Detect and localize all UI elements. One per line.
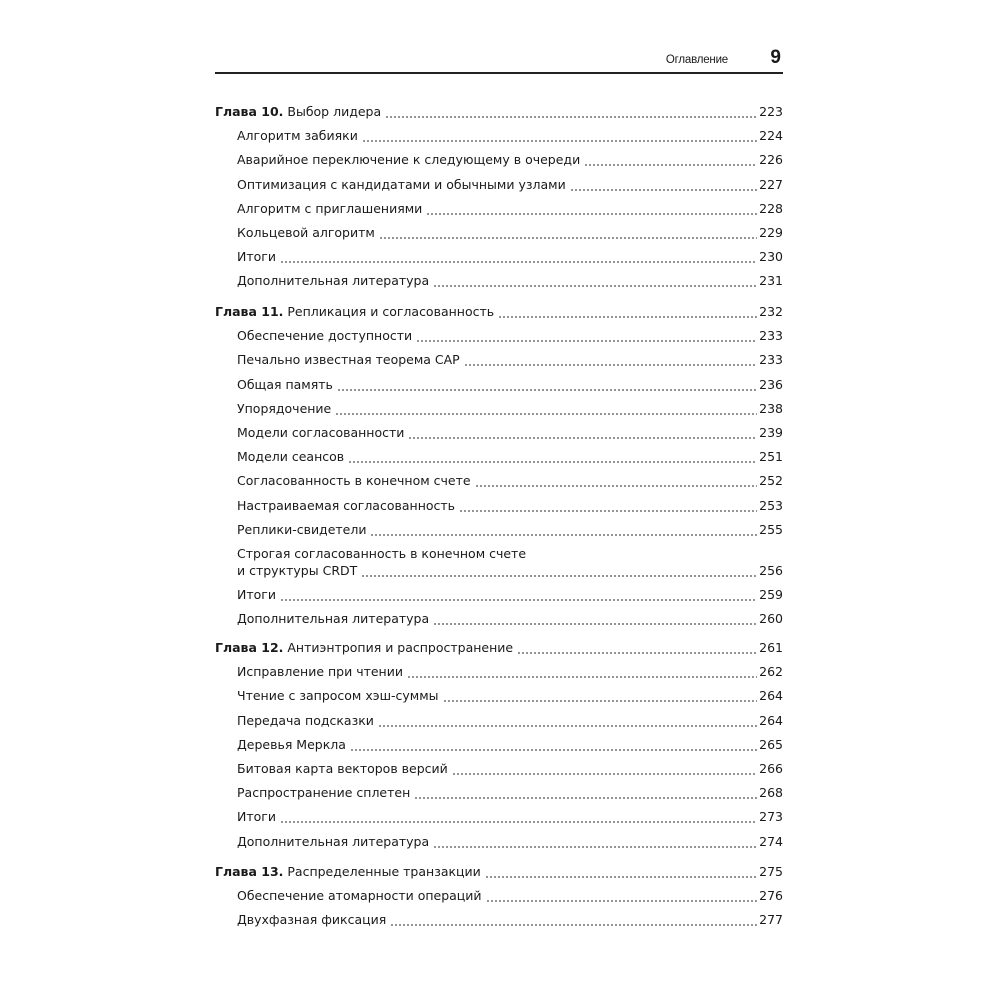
dot-leader (517, 640, 757, 656)
dot-leader (443, 688, 757, 704)
section-title: Чтение с запросом хэш-суммы (237, 688, 439, 704)
entry-title (237, 834, 431, 850)
entry-title (215, 304, 496, 320)
entry-page-number: 256 (759, 563, 783, 578)
entry-title (237, 328, 414, 344)
dot-leader (280, 587, 757, 603)
section-entry (237, 128, 783, 144)
chapter-label: Глава 11. (215, 304, 284, 319)
entry-page-number: 264 (759, 712, 783, 728)
section-title: Настраиваемая согласованность (237, 497, 456, 513)
section-entry (237, 761, 783, 777)
entry-page-number: 260 (759, 611, 783, 627)
dot-leader (475, 473, 757, 489)
section-entry (237, 737, 783, 753)
chapter-entry (215, 304, 783, 320)
section-entry (237, 273, 783, 289)
section-title: Дополнительная литература (237, 273, 430, 289)
chapter-label: Глава 10. (215, 104, 284, 119)
section-entry (237, 201, 783, 217)
entry-title (215, 104, 383, 120)
section-title: Битовая карта векторов версий (237, 761, 448, 776)
entry-page-number: 274 (759, 833, 783, 849)
entry-page-number: 255 (759, 521, 783, 537)
section-entry (237, 834, 783, 850)
section-title: Оптимизация с кандидатами и обычными узлами (237, 176, 566, 192)
section-title: Обеспечение атомарности операций (237, 888, 482, 904)
dot-leader (350, 737, 757, 753)
section-title: Итоги (237, 809, 276, 825)
section-title: Обеспечение доступности (237, 328, 413, 344)
entry-page-number: 262 (759, 664, 783, 680)
section-title: Кольцевой алгоритм (237, 225, 375, 240)
chapter-label: Глава 12. (215, 640, 284, 655)
section-entry (237, 177, 783, 193)
section-title: Алгоритм с приглашениями (237, 200, 423, 216)
entry-title (237, 888, 484, 904)
dot-leader (337, 377, 757, 393)
dot-leader (414, 785, 757, 801)
section-entry (237, 713, 783, 729)
chapter-title: Выбор лидера (283, 104, 382, 119)
dot-leader (433, 273, 757, 289)
entry-title (237, 152, 582, 168)
entry-title (237, 737, 348, 753)
entry-page-number: 232 (759, 304, 783, 319)
dot-leader (584, 152, 757, 168)
dot-leader (385, 104, 757, 120)
chapter-label: Глава 13. (215, 864, 284, 879)
entry-title (215, 864, 483, 880)
entry-title (237, 449, 346, 465)
section-title: Модели согласованности (237, 425, 405, 440)
entry-title (237, 225, 377, 241)
entry-page-number: 231 (759, 273, 783, 289)
entry-page-number: 264 (759, 688, 783, 704)
entry-page-number: 275 (759, 864, 783, 879)
section-title: Печально известная теорема CAP (237, 352, 460, 368)
entry-page-number: 224 (759, 128, 783, 144)
section-entry (237, 328, 783, 344)
chapter-title: Антиэнтропия и распространение (283, 640, 514, 655)
entry-page-number: 227 (759, 176, 783, 192)
entry-page-number: 265 (759, 736, 783, 752)
section-title: Общая память (237, 376, 333, 392)
section-entry (237, 809, 783, 825)
dot-leader (378, 713, 757, 729)
section-entry (237, 611, 783, 627)
dot-leader (485, 864, 757, 880)
section-title: Двухфазная фиксация (237, 912, 387, 928)
dot-leader (416, 328, 757, 344)
section-entry (237, 449, 783, 465)
entry-page-number: 228 (759, 200, 783, 216)
section-entry (237, 377, 783, 393)
dot-leader (362, 128, 757, 144)
entry-title (237, 688, 441, 704)
section-entry (237, 888, 783, 904)
entry-page-number: 259 (759, 587, 783, 603)
dot-leader (570, 177, 757, 193)
dot-leader (370, 522, 757, 538)
dot-leader (433, 834, 757, 850)
section-entry (237, 785, 783, 801)
entry-title (237, 473, 473, 489)
dot-leader (335, 401, 757, 417)
entry-page-number: 266 (759, 761, 783, 776)
section-title: Распространение сплетен (237, 785, 411, 801)
dot-leader (426, 201, 757, 217)
running-header-section: Оглавление (665, 54, 728, 66)
page-number: 9 (770, 47, 781, 68)
section-title: Деревья Меркла (237, 736, 346, 752)
entry-page-number: 273 (759, 809, 783, 825)
dot-leader (452, 761, 757, 777)
entry-title (237, 912, 388, 928)
entry-page-number: 268 (759, 785, 783, 801)
entry-title (237, 352, 462, 368)
section-entry (237, 473, 783, 489)
section-title: Передача подсказки (237, 712, 374, 728)
entry-page-number: 233 (759, 328, 783, 344)
entry-page-number: 239 (759, 425, 783, 440)
section-entry (237, 664, 783, 680)
entry-title (237, 713, 376, 729)
section-entry (237, 225, 783, 241)
dot-leader (486, 888, 757, 904)
entry-title (237, 587, 278, 603)
section-title: Дополнительная литература (237, 833, 430, 849)
section-title: Исправление при чтении (237, 664, 403, 680)
dot-leader (433, 611, 757, 627)
section-title: Согласованность в конечном счете (237, 473, 471, 489)
chapter-title: Распределенные транзакции (283, 864, 481, 879)
section-entry (237, 563, 783, 579)
section-entry (237, 249, 783, 265)
entry-page-number: 261 (759, 640, 783, 655)
entry-page-number: 236 (759, 376, 783, 392)
entry-title (237, 128, 360, 144)
entry-title (237, 401, 333, 417)
section-entry (237, 425, 783, 441)
chapter-entry (215, 640, 783, 656)
entry-title (237, 785, 412, 801)
entry-page-number: 238 (759, 400, 783, 416)
entry-page-number: 252 (759, 473, 783, 489)
section-title: Модели сеансов (237, 449, 345, 465)
dot-leader (390, 912, 757, 928)
section-entry (237, 352, 783, 368)
section-entry (237, 688, 783, 704)
entry-page-number: 253 (759, 497, 783, 513)
section-title: Упорядочение (237, 400, 332, 416)
entry-title (237, 563, 359, 579)
entry-title-line1: Строгая согласованность в конечном счете (237, 546, 527, 561)
entry-title (215, 640, 515, 656)
entry-title (237, 177, 568, 193)
dot-leader (498, 304, 757, 320)
dot-leader (361, 563, 757, 579)
entry-title (237, 249, 278, 265)
dot-leader (464, 352, 757, 368)
entry-page-number: 230 (759, 249, 783, 265)
entry-title (237, 425, 406, 441)
section-entry (237, 401, 783, 417)
entry-title-line2: и структуры CRDT (237, 563, 358, 578)
dot-leader (379, 225, 757, 241)
section-title: Итоги (237, 587, 276, 603)
section-title: Алгоритм забияки (237, 128, 358, 144)
entry-page-number: 251 (759, 449, 783, 465)
section-title: Аварийное переключение к следующему в очереди (237, 152, 581, 168)
entry-title (237, 522, 368, 538)
section-entry (237, 912, 783, 928)
dot-leader (408, 425, 757, 441)
dot-leader (459, 498, 757, 514)
entry-title (237, 761, 450, 777)
entry-page-number: 277 (759, 912, 783, 928)
entry-title (237, 664, 405, 680)
section-entry (237, 498, 783, 514)
chapter-entry (215, 864, 783, 880)
chapter-title: Репликация и согласованность (283, 304, 495, 319)
dot-leader (407, 664, 757, 680)
entry-title (237, 273, 431, 289)
entry-page-number: 223 (759, 104, 783, 119)
section-title: Итоги (237, 249, 276, 265)
section-title: Дополнительная литература (237, 611, 430, 627)
section-title: Реплики-свидетели (237, 521, 367, 537)
entry-title (237, 377, 335, 393)
section-entry (237, 152, 783, 168)
entry-title (237, 611, 431, 627)
dot-leader (348, 449, 757, 465)
dot-leader (280, 249, 757, 265)
section-entry (237, 522, 783, 538)
entry-page-number: 233 (759, 352, 783, 368)
section-entry (237, 587, 783, 603)
entry-page-number: 276 (759, 888, 783, 904)
entry-page-number: 229 (759, 225, 783, 240)
entry-title (237, 809, 278, 825)
dot-leader (280, 809, 757, 825)
entry-title (237, 498, 457, 514)
entry-page-number: 226 (759, 152, 783, 168)
chapter-entry (215, 104, 783, 120)
entry-title (237, 201, 424, 217)
